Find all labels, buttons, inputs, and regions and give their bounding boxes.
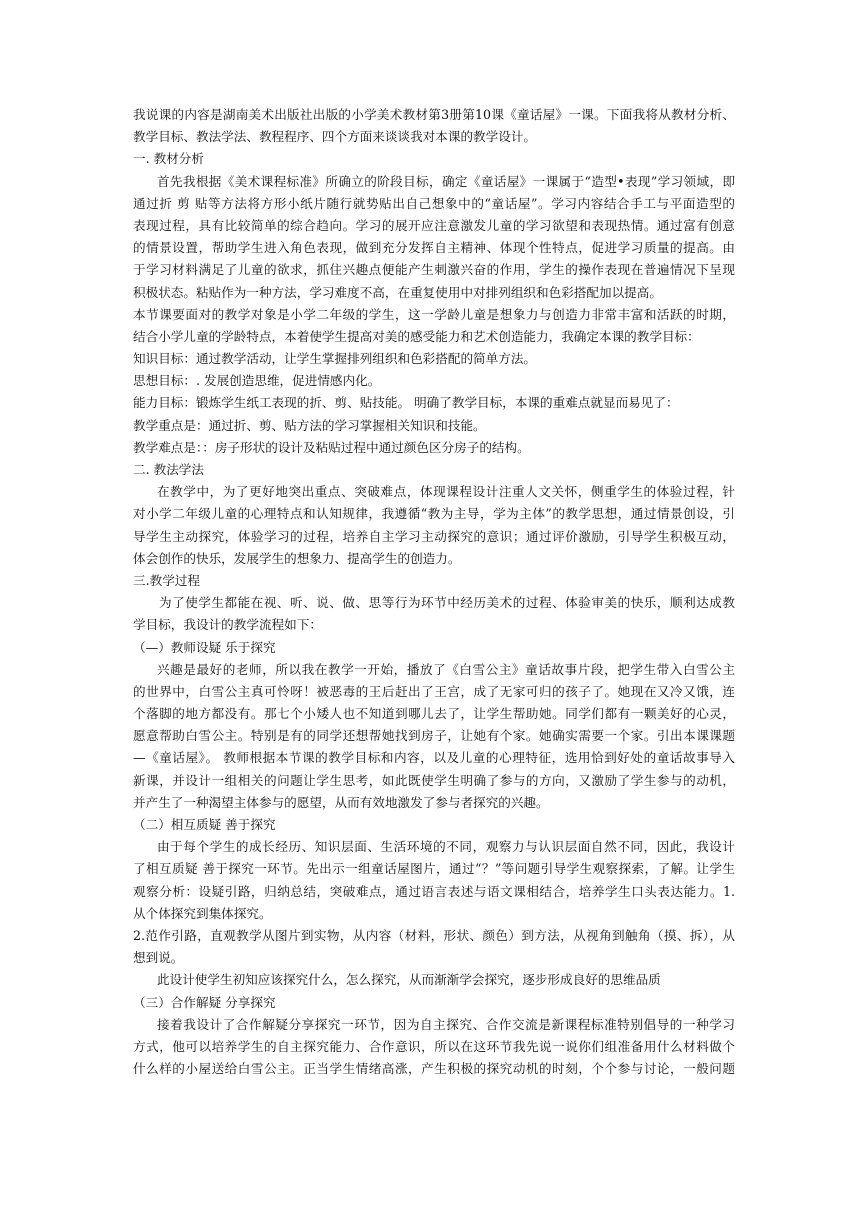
paragraph-line: 个落脚的地方都没有。那七个小矮人也不知道到哪儿去了，让学生帮助她。同学们都有一颗美好的心灵， bbox=[133, 706, 735, 722]
paragraph-line: 能力目标：锻炼学生纸工表现的折、剪、贴技能。 明确了教学目标，本课的重难点就显而易见了： bbox=[133, 395, 679, 411]
paragraph-line: 接着我设计了合作解疑分享探究一环节，因为自主探究、合作交流是新课程标准特别倡导的一种学习 bbox=[157, 1016, 735, 1032]
paragraph-line: 愿意帮助白雪公主。特别是有的同学还想帮她找到房子，让她有个家。她确实需要一个家。引出本课课题 bbox=[133, 728, 735, 744]
paragraph-line: 由于每个学生的成长经历、知识层面、生活环境的不同，观察力与认识层面自然不同，因此，我设计 bbox=[157, 839, 735, 855]
paragraph-line: 于学习材料满足了儿童的欲求，抓住兴趣点便能产生刺激兴奋的作用，学生的操作表现在普遍情况下呈现 bbox=[133, 262, 735, 278]
paragraph-line: 教学重点是：通过折、剪、贴方法的学习掌握相关知识和技能。 bbox=[133, 417, 486, 433]
paragraph-line: 思想目标：. 发展创造思维，促进情感内化。 bbox=[133, 373, 381, 389]
paragraph-line: 兴趣是最好的老师，所以我在教学一开始，播放了《白雪公主》童话故事片段，把学生带入白雪公主 bbox=[157, 661, 735, 677]
paragraph-line: 为了使学生都能在视、听、说、做、思等行为环节中经历美术的过程、体验审美的快乐，顺利达成教 bbox=[159, 595, 735, 611]
section-heading: 三.教学过程 bbox=[133, 572, 200, 588]
paragraph-line: 什么样的小屋送给白雪公主。正当学生情绪高涨，产生积极的探究动机的时刻，个个参与讨论，一般问题 bbox=[133, 1061, 735, 1077]
subsection-heading: （—）教师设疑 乐于探究 bbox=[133, 639, 276, 655]
paragraph-line: 结合小学儿童的学龄特点，本着使学生提高对美的感受能力和艺术创造能力，我确定本课的教学目标： bbox=[133, 328, 700, 344]
paragraph-line: 在教学中，为了更好地突出重点、突破难点，体现课程设计注重人文关怀，侧重学生的体验过程，针 bbox=[157, 484, 735, 500]
paragraph-line: 体会创作的快乐，发展学生的想象力、提高学生的创造力。 bbox=[133, 550, 461, 566]
paragraph-line: 的世界中，白雪公主真可怜呀！被恶毒的王后赶出了王宫，成了无家可归的孩子了。她现在又冷又饿，连 bbox=[133, 683, 735, 699]
section-heading: 一. 教材分析 bbox=[133, 151, 204, 167]
paragraph-line: 对小学二年级儿童的心理特点和认知规律，我遵循“教为主导，学为主体”的教学思想，通过情景创设，引 bbox=[133, 506, 735, 522]
paragraph-line: 表现过程，具有比较简单的综合趋向。学习的展开应注意激发儿童的学习欲望和表现热情。通过富有创意 bbox=[133, 217, 735, 233]
paragraph-line: 方式，他可以培养学生的自主探究能力、合作意识，所以在这环节我先说一说你们组准备用什么材料做个 bbox=[133, 1038, 735, 1054]
paragraph-line: —《童话屋》。 教师根据本节课的教学目标和内容，以及儿童的心理特征，选用恰到好处的童话故事导入 bbox=[133, 750, 735, 766]
paragraph-line: 的情景设置，帮助学生进入角色表现，做到充分发挥自主精神、体现个性特点，促进学习质量的提高。由 bbox=[133, 240, 735, 256]
paragraph-line: 导学生主动探究，体验学习的过程，培养自主学习主动探究的意识；通过评价激励，引导学生积极互动， bbox=[133, 528, 735, 544]
paragraph-line: 知识目标：通过教学活动，让学生掌握排列组织和色彩搭配的简单方法。 bbox=[133, 351, 536, 367]
subsection-heading: （二）相互质疑 善于探究 bbox=[133, 817, 276, 832]
subsection-heading: （三）合作解疑 分享探究 bbox=[133, 994, 276, 1010]
paragraph-line: 首先我根据《美术课程标准》所确立的阶段目标，确定《童话屋》一课属于“造型•表现”学习领域，即 bbox=[157, 173, 735, 189]
document-body bbox=[133, 104, 735, 1080]
paragraph-line: 教学目标、教法学法、教程程序、四个方面来谈谈我对本课的教学设计。 bbox=[133, 129, 536, 145]
paragraph-line: 想到说。 bbox=[133, 950, 184, 966]
paragraph-line: 通过折 剪 贴等方法将方形小纸片随行就势贴出自己想象中的“童话屋”。学习内容结合手工与平面造型的 bbox=[133, 195, 735, 211]
paragraph-line: 积极状态。粘贴作为一种方法，学习难度不高，在重复使用中对排列组织和色彩搭配加以提高。 bbox=[133, 284, 662, 300]
paragraph-line: 2.范作引路，直观教学从图片到实物，从内容（材料，形状、颜色）到方法，从视角到触角（摸、拆），从 bbox=[133, 927, 735, 943]
paragraph-line: 并产生了一种渴望主体参与的愿望，从而有效地激发了参与者探究的兴趣。 bbox=[133, 794, 549, 810]
section-heading: 二. 教法学法 bbox=[133, 462, 204, 477]
paragraph-line: 学目标，我设计的教学流程如下： bbox=[133, 617, 322, 633]
paragraph-line: 我说课的内容是湖南美术出版社出版的小学美术教材第3册第10课《童话屋》一课。下面我将从教材分析、 bbox=[133, 107, 735, 122]
paragraph-line: 新课，并设计一组相关的问题让学生思考，如此既使学生明确了参与的方向，又激励了学生参与的动机， bbox=[133, 772, 735, 788]
paragraph-line: 此设计使学生初知应该探究什么，怎么探究，从而渐渐学会探究，逐步形成良好的思维品质 bbox=[157, 972, 661, 988]
paragraph-line: 本节课要面对的教学对象是小学二年级的学生，这一学龄儿童是想象力与创造力非常丰富和活跃的时期， bbox=[133, 306, 735, 322]
paragraph-line: 了相互质疑 善于探究一环节。先出示一组童话屋图片，通过“？”等问题引导学生观察探索，了解。让学生 bbox=[133, 861, 735, 877]
paragraph-line: 从个体探究到集体探究。 bbox=[133, 905, 272, 921]
paragraph-line: 观察分析：设疑引路，归纳总结，突破难点，通过语言表述与语文课相结合，培养学生口头表达能力。1. bbox=[133, 883, 735, 899]
paragraph-line: 教学难点是：：房子形状的设计及粘贴过程中通过颜色区分房子的结构。 bbox=[133, 439, 530, 455]
